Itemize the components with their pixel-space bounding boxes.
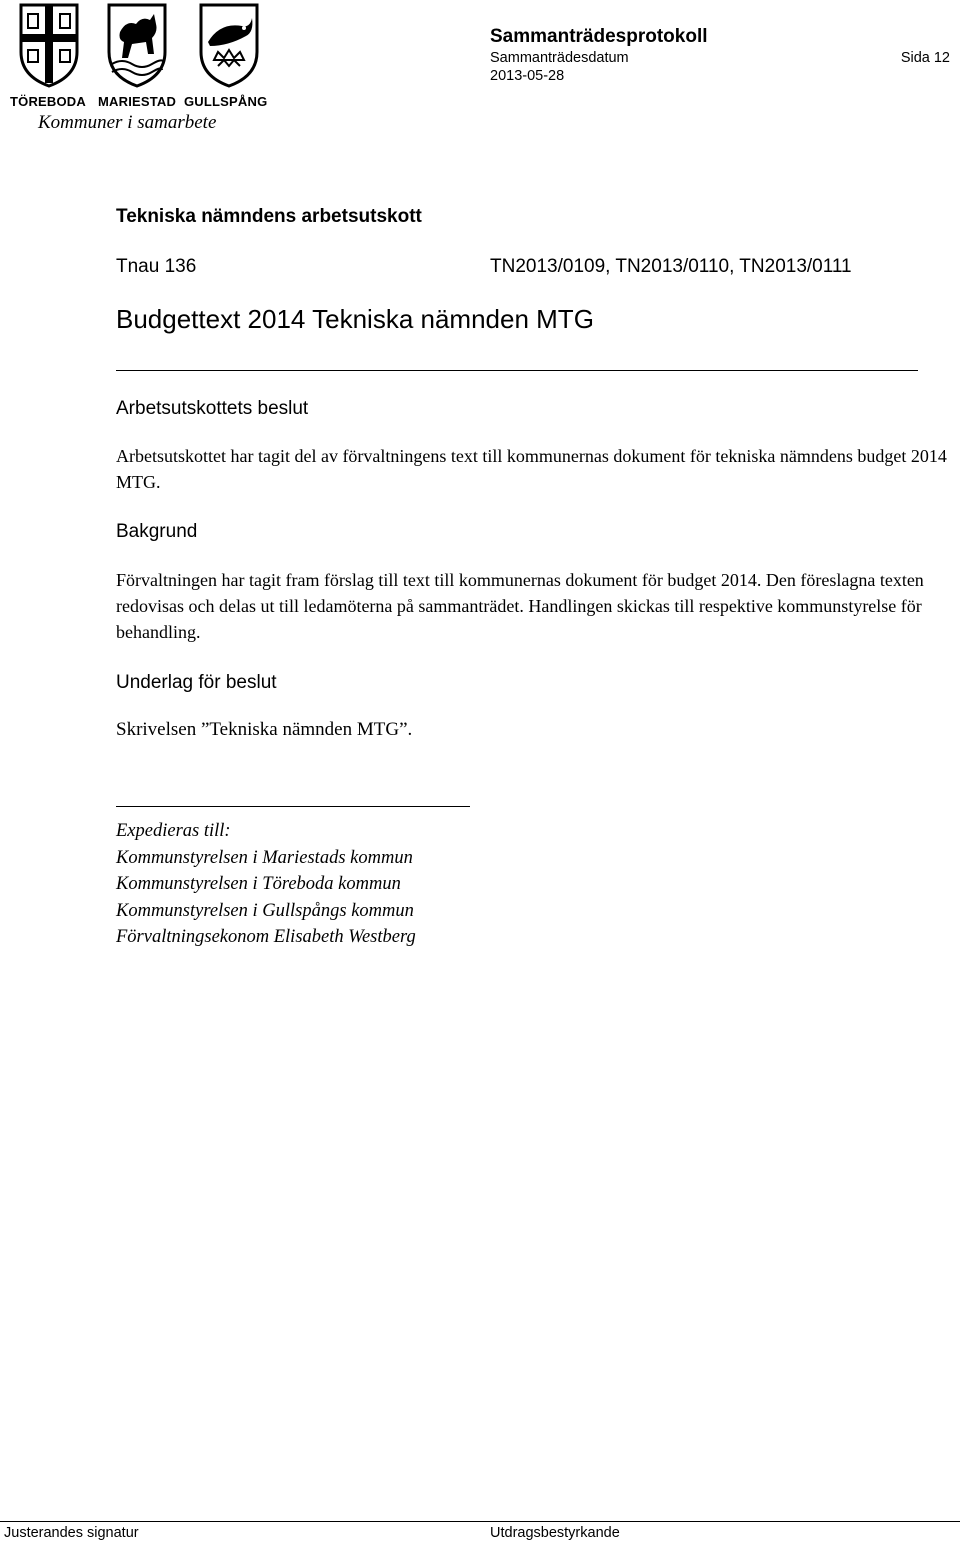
committee-name: Tekniska nämndens arbetsutskott	[116, 206, 422, 227]
background-heading: Bakgrund	[116, 521, 198, 542]
basis-text: Skrivelsen ”Tekniska nämnden MTG”.	[116, 719, 413, 740]
page-number: Sida 12	[900, 50, 950, 66]
background-text: Förvaltningen har tagit fram förslag till text till kommunernas dokument för budget 2014. Den föreslagna texten redovisas och delas ut till ledamöterna på sammanträdet. Handlingen skickas till respektive kommunstyrelse för behandling.	[116, 570, 924, 642]
case-numbers: TN2013/0109, TN2013/0110, TN2013/0111	[490, 256, 852, 277]
dispatch-recipient: Förvaltningsekonom Elisabeth Westberg	[116, 927, 416, 947]
dispatch-divider	[116, 806, 470, 807]
meeting-date-label: Sammanträdesdatum	[490, 50, 629, 66]
section-id: Tnau 136	[116, 256, 197, 277]
basis-heading: Underlag för beslut	[116, 672, 277, 693]
extract-certification-label: Utdragsbestyrkande	[490, 1525, 620, 1541]
decision-heading: Arbetsutskottets beslut	[116, 398, 309, 419]
title-divider	[116, 370, 918, 371]
mariestad-coat-of-arms-icon	[106, 2, 168, 88]
dispatch-list	[116, 818, 416, 951]
footer-divider	[0, 1521, 960, 1522]
toreboda-coat-of-arms-icon	[18, 2, 80, 88]
page-title: Budgettext 2014 Tekniska nämnden MTG	[116, 304, 594, 334]
municipality-name: TÖREBODA	[10, 94, 86, 109]
decision-text: Arbetsutskottet har tagit del av förvaltningens text till kommunernas dokument för tekniska nämndens budget 2014 MTG.	[116, 446, 947, 492]
municipality-name: MARIESTAD	[98, 94, 177, 109]
meeting-date: 2013-05-28	[490, 68, 565, 84]
signature-label: Justerandes signatur	[4, 1525, 139, 1541]
logo-tagline: Kommuner i samarbete	[38, 112, 217, 133]
dispatch-recipient: Kommunstyrelsen i Gullspångs kommun	[116, 900, 414, 921]
municipal-logo	[8, 2, 268, 133]
municipality-name: GULLSPÅNG	[184, 94, 268, 109]
dispatch-label: Expedieras till:	[116, 821, 231, 841]
dispatch-recipient: Kommunstyrelsen i Töreboda kommun	[116, 874, 401, 894]
protocol-title: Sammanträdesprotokoll	[490, 26, 708, 47]
gullspang-coat-of-arms-icon	[198, 2, 260, 88]
dispatch-recipient: Kommunstyrelsen i Mariestads kommun	[116, 847, 413, 868]
